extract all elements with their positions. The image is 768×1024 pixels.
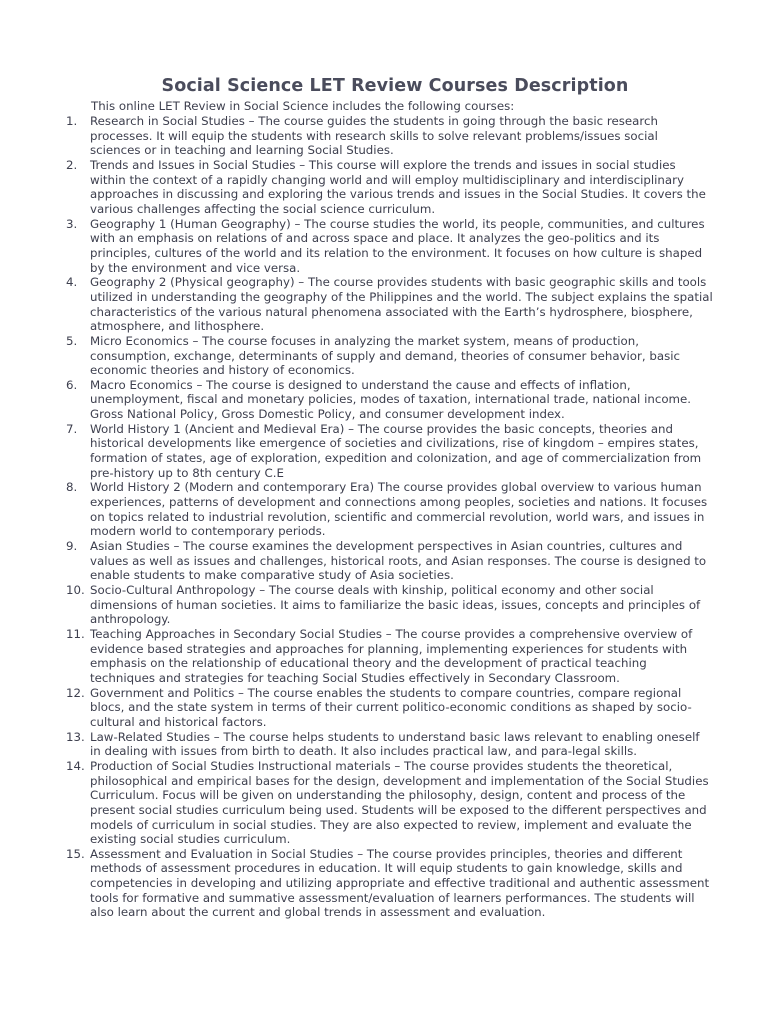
course-description-line: models of curriculum in social studies. They are also expected to review, implement and evaluate the: [90, 817, 692, 832]
course-item: [0, 583, 768, 627]
course-description-line: enable students to make comparative study of Asia societies.: [90, 568, 454, 583]
course-description-line: sciences or in teaching and learning Social Studies.: [90, 143, 394, 158]
course-description-line: World History 1 (Ancient and Medieval Era) – The course provides the basic concepts, theories and: [90, 421, 674, 436]
course-description-line: unemployment, fiscal and monetary policies, modes of taxation, international trade, national income.: [90, 392, 692, 407]
course-description-line: cultural and historical factors.: [90, 714, 267, 729]
course-description-line: Curriculum. Focus will be given on understanding the philosophy, design, content and process of the: [90, 788, 686, 803]
course-list: [0, 114, 768, 920]
course-description-line: formation of states, age of exploration, expedition and colonization, and age of commercialization from: [90, 451, 702, 466]
course-number: 4.: [66, 275, 78, 290]
course-description-line: Production of Social Studies Instructional materials – The course provides students the theoretical,: [90, 758, 673, 773]
course-description-line: Macro Economics – The course is designed to understand the cause and effects of inflation,: [90, 377, 631, 392]
course-number: 11.: [66, 626, 85, 641]
course-description-line: blocs, and the state system in terms of their current politico-economic conditions as shaped by socio-: [90, 700, 692, 715]
course-item: [0, 539, 768, 583]
course-description-line: characteristics of the various natural phenomena associated with the Earth’s hydrosphere, biosphere,: [90, 304, 693, 319]
course-description-line: in dealing with issues from birth to death. It also includes practical law, and para-legal skills.: [90, 744, 638, 759]
course-description-line: values as well as issues and challenges, historical roots, and Asian responses. The course is designed to: [90, 553, 707, 568]
course-description-line: also learn about the current and global trends in assessment and evaluation.: [90, 905, 546, 920]
course-description-line: techniques and strategies for teaching Social Studies effectively in Secondary Classroom.: [90, 670, 620, 685]
course-description-line: present social studies curriculum being used. Students will be exposed to the different perspectives and: [90, 802, 707, 817]
course-description-line: Socio-Cultural Anthropology – The course deals with kinship, political economy and other social: [90, 583, 654, 597]
course-description-line: consumption, exchange, determinants of supply and demand, theories of consumer behavior, basic: [90, 348, 681, 363]
course-item: [0, 422, 768, 481]
course-item: [0, 627, 768, 686]
document-intro: This online LET Review in Social Science includes the following courses:: [91, 99, 515, 113]
course-description-line: utilized in understanding the geography of the Philippines and the world. The subject explains the spatial: [90, 289, 713, 304]
course-description-line: emphasis on the relationship of educational theory and the development of practical teaching: [90, 656, 647, 671]
course-description-line: principles, cultures of the world and its relation to the environment. It focuses on how culture is shaped: [90, 245, 703, 260]
course-description-line: competencies in developing and utilizing appropriate and effective traditional and authentic assessment: [90, 876, 710, 891]
course-item: [0, 686, 768, 730]
course-item: [0, 847, 768, 920]
course-item: [0, 158, 768, 217]
course-description-line: modern world to contemporary periods.: [90, 524, 326, 539]
course-description-line: Micro Economics – The course focuses in analyzing the market system, means of production,: [90, 333, 639, 348]
course-description-line: on topics related to industrial revolution, scientific and commercial revolution, world wars, and issues in: [90, 509, 705, 524]
course-description-line: tools for formative and summative assessment/evaluation of learners performances. The students will: [90, 890, 695, 905]
course-description-line: Trends and Issues in Social Studies – This course will explore the trends and issues in social studies: [90, 157, 676, 172]
course-number: 2.: [66, 157, 78, 172]
course-number: 13.: [66, 729, 85, 744]
course-description-line: Teaching Approaches in Secondary Social Studies – The course provides a comprehensive overview of: [90, 626, 693, 641]
course-number: 15.: [66, 846, 85, 861]
course-description-line: evidence based strategies and approaches for planning, implementing experiences for students with: [90, 641, 688, 656]
course-item: [0, 334, 768, 378]
course-description-line: with an emphasis on relations of and across space and place. It analyzes the geo-politics and its: [90, 231, 660, 246]
course-description-line: economic theories and history of economics.: [90, 363, 355, 378]
course-number: 8.: [66, 480, 78, 495]
course-description-line: atmosphere, and lithosphere.: [90, 319, 265, 334]
course-description-line: dimensions of human societies. It aims to familiarize the basic ideas, issues, concepts and principles of: [90, 597, 701, 612]
course-number: 7.: [66, 421, 78, 436]
course-description-line: existing social studies curriculum.: [90, 832, 291, 847]
course-description-line: Geography 1 (Human Geography) – The course studies the world, its people, communities, and cultures: [90, 216, 705, 231]
course-description-line: Government and Politics – The course enables the students to compare countries, compare regional: [90, 685, 682, 700]
course-description-line: approaches in discussing and exploring the various trends and issues in the Social Studies. It covers the: [90, 187, 706, 202]
course-description-line: various challenges affecting the social science curriculum.: [90, 201, 436, 216]
course-item: [0, 114, 768, 158]
course-description-line: anthropology.: [90, 612, 171, 627]
course-description-line: methods of assessment procedures in education. It will equip students to gain knowledge, skills and: [90, 861, 683, 876]
course-description-line: experiences, patterns of development and connections among peoples, societies and nations. It focuses: [90, 495, 708, 510]
course-item: [0, 275, 768, 334]
course-description-line: philosophical and empirical bases for the design, development and implementation of the Social Studies: [90, 773, 709, 788]
course-item: [0, 480, 768, 539]
course-number: 9.: [66, 539, 78, 554]
course-description-line: pre-history up to 8th century C.E: [90, 465, 284, 480]
course-item: [0, 378, 768, 422]
course-description-line: processes. It will equip the students with research skills to solve relevant problems/issues social: [90, 128, 658, 143]
course-number: 14.: [66, 758, 85, 773]
course-number: 1.: [66, 114, 78, 128]
document-title: Social Science LET Review Courses Description: [161, 76, 629, 96]
course-description-line: Assessment and Evaluation in Social Studies – The course provides principles, theories and different: [90, 846, 683, 861]
course-number: 5.: [66, 333, 78, 348]
course-number: 3.: [66, 216, 78, 231]
course-description-line: Research in Social Studies – The course guides the students in going through the basic research: [90, 114, 658, 128]
course-description-line: by the environment and vice versa.: [90, 260, 301, 275]
course-description-line: Law-Related Studies – The course helps students to understand basic laws relevant to enabling oneself: [90, 729, 700, 744]
course-number: 12.: [66, 685, 85, 700]
course-item: [0, 730, 768, 759]
course-item: [0, 217, 768, 276]
course-description-line: Geography 2 (Physical geography) – The course provides students with basic geographic skills and tools: [90, 275, 707, 290]
course-number: 10.: [66, 583, 85, 597]
course-number: 6.: [66, 377, 78, 392]
course-description-line: Gross National Policy, Gross Domestic Policy, and consumer development index.: [90, 407, 565, 422]
course-description-line: within the context of a rapidly changing world and will employ multidisciplinary and interdisciplinary: [90, 172, 684, 187]
course-description-line: World History 2 (Modern and contemporary Era) The course provides global overview to various human: [90, 480, 702, 495]
course-description-line: historical developments like emergence of societies and civilizations, rise of kingdom – empires states,: [90, 436, 699, 451]
course-description-line: Asian Studies – The course examines the development perspectives in Asian countries, cultures and: [90, 539, 683, 554]
course-item: [0, 759, 768, 847]
